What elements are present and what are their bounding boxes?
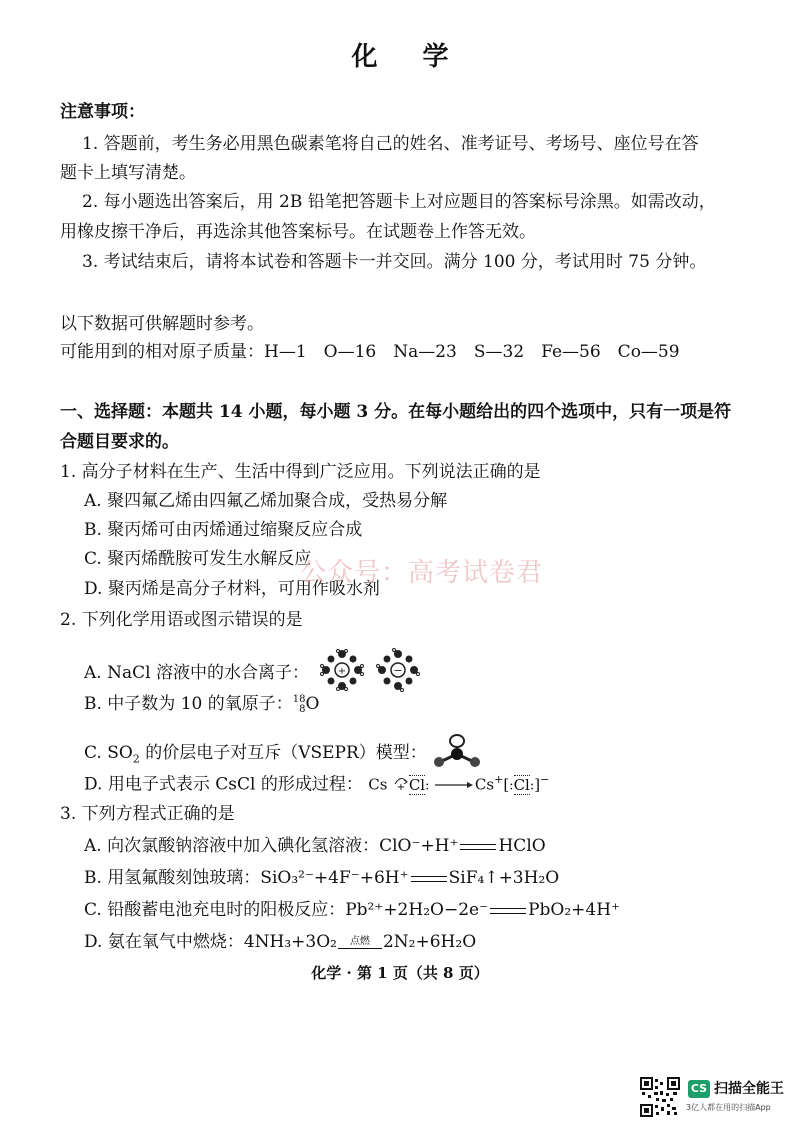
- question-2-option-a-text: A. NaCl 溶液中的水合离子：: [84, 663, 309, 683]
- camscanner-logo: CS: [688, 1080, 710, 1098]
- question-3-option-b: B. 用氢氟酸刻蚀玻璃：SiO₃²⁻+4F⁻+6H⁺ SiF₄↑+3H₂O: [84, 868, 560, 888]
- notice-item-1-line-2: 题卡上填写清楚。: [60, 163, 196, 183]
- question-3-option-c: C. 铅酸蓄电池充电时的阳极反应：Pb²⁺+2H₂O−2e⁻ PbO₂+4H⁺: [84, 900, 620, 920]
- svg-text:+: +: [338, 666, 347, 677]
- question-2-option-b-text: B. 中子数为 10 的氧原子：: [84, 694, 293, 714]
- section-heading-line-1: 一、选择题：本题共 14 小题，每小题 3 分。在每小题给出的四个选项中，只有一项是符: [60, 402, 732, 422]
- qr-code-icon: [640, 1077, 680, 1117]
- isotope-notation: 18 8: [292, 693, 306, 715]
- notice-item-2-line-2: 用橡皮擦干净后，再选涂其他答案标号。在试题卷上作答无效。: [60, 222, 536, 242]
- notice-item-1-line-1: 1. 答题前，考生务必用黑色碳素笔将自己的姓名、准考证号、考场号、座位号在答: [82, 134, 699, 154]
- question-1-option-b: B. 聚丙烯可由丙烯通过缩聚反应合成: [84, 520, 363, 540]
- svg-text:+: +: [396, 781, 406, 792]
- notice-heading: 注意事项：: [60, 102, 145, 122]
- svg-text:−: −: [393, 664, 403, 677]
- camscanner-tagline: 3亿人都在用的扫描App: [686, 1103, 771, 1112]
- camscanner-name: 扫描全能王: [714, 1081, 784, 1097]
- question-1-option-a: A. 聚四氟乙烯由四氟乙烯加聚合成，受热易分解: [84, 491, 448, 511]
- section-heading-line-2: 合题目要求的。: [60, 432, 179, 452]
- notice-item-3: 3. 考试结束后，请将本试卷和答题卡一并交回。满分 100 分，考试用时 75 分钟。: [82, 252, 707, 272]
- electron-transfer-arrow-icon: [393, 772, 409, 799]
- equals-sign: [490, 908, 526, 914]
- reaction-condition: 点燃: [338, 937, 382, 949]
- reference-line-2: 可能用到的相对原子质量：H—1 O—16 Na—23 S—32 Fe—56 Co—59: [60, 342, 680, 362]
- question-2-option-d-text: D. 用电子式表示 CsCl 的形成过程：: [84, 774, 363, 795]
- question-3-option-a: A. 向次氯酸钠溶液中加入碘化氢溶液：ClO⁻+H⁺ HClO: [84, 836, 546, 856]
- reference-line-1: 以下数据可供解题时参考。: [60, 314, 264, 334]
- question-2-stem: 2. 下列化学用语或图示错误的是: [60, 610, 303, 630]
- question-2-option-b: [84, 692, 319, 716]
- page-title: 化 学: [351, 42, 467, 72]
- page-footer: 化学 · 第 1 页（共 8 页）: [311, 964, 489, 982]
- isotope-symbol: O: [305, 694, 320, 714]
- equals-sign: [411, 876, 447, 882]
- question-1-option-d: D. 聚丙烯是高分子材料，可用作吸水剂: [84, 579, 380, 599]
- hydrated-ion-diagram-icon: [314, 648, 434, 699]
- question-1-stem: 1. 高分子材料在生产、生活中得到广泛应用。下列说法正确的是: [60, 462, 541, 482]
- question-3-option-d: D. 氨在氧气中燃烧：4NH₃+3O₂ 点燃 2N₂+6H₂O: [84, 932, 477, 952]
- notice-item-2-line-1: 2. 每小题选出答案后，用 2B 铅笔把答题卡上对应题目的答案标号涂黑。如需改动，: [82, 192, 716, 212]
- question-2-option-c: C. $SO_2$ 的价层电子对互斥（VSEPR）模型：: [84, 732, 482, 775]
- question-3-stem: 3. 下列方程式正确的是: [60, 804, 235, 824]
- reaction-arrow-icon: [435, 773, 475, 797]
- question-2-option-d: D. 用电子式表示 CsCl 的形成过程： Cs + Cl: Cs+[:Cl:]−: [84, 768, 549, 799]
- equals-sign: [460, 844, 496, 850]
- question-1-option-c: C. 聚丙烯酰胺可发生水解反应: [84, 549, 312, 569]
- watermark: 公众号：高考试卷君: [300, 558, 544, 588]
